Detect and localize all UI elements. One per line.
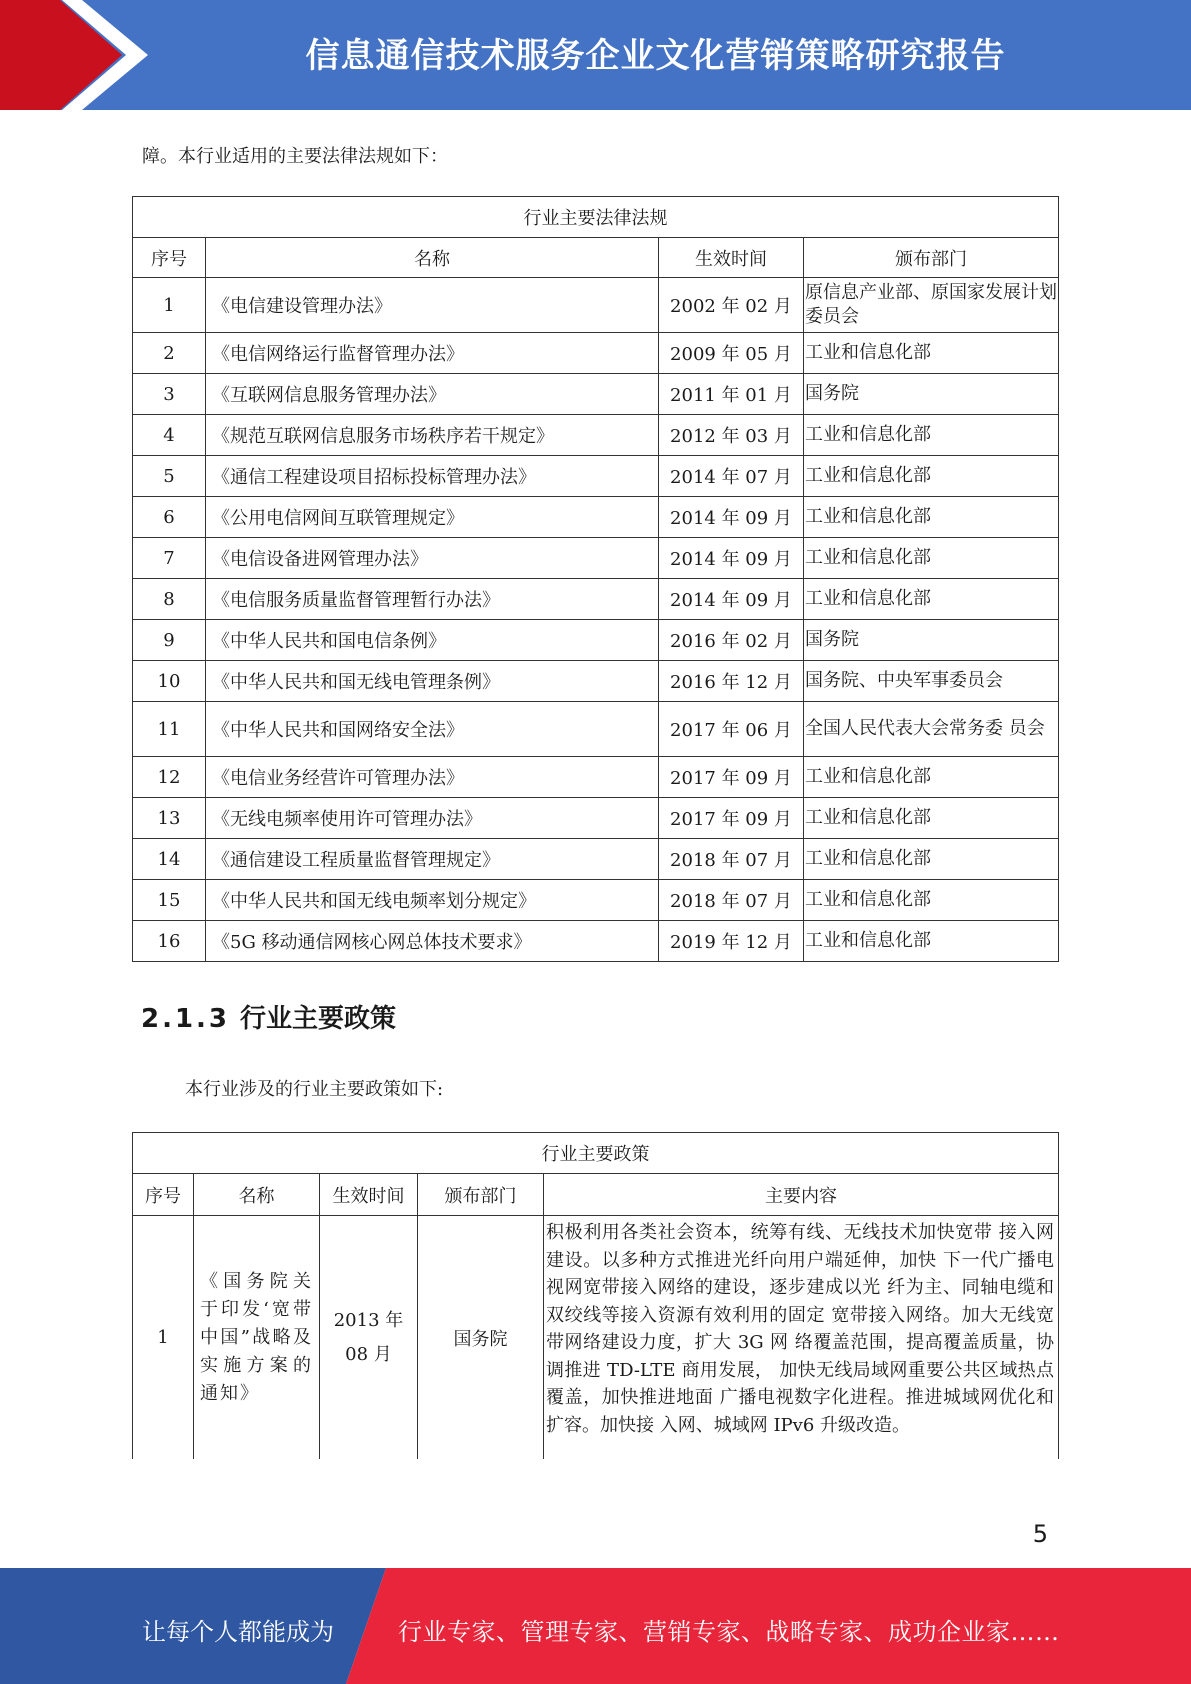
law-dept: 工业和信息化部 [804,415,1059,456]
law-no: 9 [133,620,206,661]
law-no: 14 [133,839,206,880]
law-date: 2018 年 07 月 [659,839,804,880]
footer-slogan-right: 行业专家、管理专家、营销专家、战略专家、成功企业家…… [398,1618,1060,1646]
law-no: 7 [133,538,206,579]
laws-col-date: 生效时间 [659,238,804,278]
law-no: 11 [133,702,206,757]
law-date: 2017 年 09 月 [659,757,804,798]
table-row [133,839,1059,880]
table-row [133,415,1059,456]
table-row [133,757,1059,798]
law-no: 10 [133,661,206,702]
law-no: 3 [133,374,206,415]
law-name: 《5G 移动通信网核心网总体技术要求》 [206,921,659,962]
law-name: 《无线电频率使用许可管理办法》 [206,798,659,839]
law-dept: 工业和信息化部 [804,757,1059,798]
law-dept: 国务院 [804,374,1059,415]
policy-table-title: 行业主要政策 [133,1133,1059,1174]
laws-col-no: 序号 [133,238,206,278]
laws-col-name: 名称 [206,238,659,278]
law-dept: 工业和信息化部 [804,880,1059,921]
law-dept: 国务院 [804,620,1059,661]
law-dept: 全国人民代表大会常务委 员会 [804,702,1059,757]
policy-col-dept: 颁布部门 [418,1174,544,1216]
law-name: 《中华人民共和国无线电管理条例》 [206,661,659,702]
law-dept: 工业和信息化部 [804,497,1059,538]
law-name: 《电信设备进网管理办法》 [206,538,659,579]
table-row [133,579,1059,620]
laws-col-dept: 颁布部门 [804,238,1059,278]
law-date: 2016 年 12 月 [659,661,804,702]
law-name: 《电信服务质量监督管理暂行办法》 [206,579,659,620]
law-name: 《电信业务经营许可管理办法》 [206,757,659,798]
policy-name: 《国务院关于印发‘宽带中国”战略及实施方案的通知》 [194,1216,320,1460]
policy-no: 1 [133,1216,194,1460]
intro-paragraph: 障。本行业适用的主要法律法规如下： [142,146,448,167]
table-row [133,798,1059,839]
law-date: 2012 年 03 月 [659,415,804,456]
policy-content: 积极利用各类社会资本，统筹有线、无线技术加快宽带 接入网建设。以多种方式推进光纤向用户端延伸，加快 下一代广播电视网宽带接入网络的建设，逐步建成以光 纤为主、同轴电缆和双绞线等接入资源有效利用的固定 宽带接入网络。加大无线宽带网络建设力度，扩大 3G 网 络覆盖范围，提高覆盖质量，协调推进 TD-LTE 商用发展， 加快无线局域网重要公共区域热点覆盖，加快推进地面 广播电视数字化进程。推进城域网优化和扩容。加快接 入网、城域网 IPv6 升级改造。 [544,1216,1059,1460]
table-row [133,1216,1059,1460]
law-dept: 工业和信息化部 [804,333,1059,374]
law-dept: 工业和信息化部 [804,839,1059,880]
law-date: 2019 年 12 月 [659,921,804,962]
header-arrow-decoration [0,0,160,110]
report-title: 信息通信技术服务企业文化营销策略研究报告 [305,36,1006,76]
table-row [133,538,1059,579]
law-no: 16 [133,921,206,962]
table-row [133,620,1059,661]
policy-dept: 国务院 [418,1216,544,1460]
section-title: 行业主要政策 [240,1004,397,1034]
law-no: 6 [133,497,206,538]
table-row [133,661,1059,702]
law-date: 2014 年 09 月 [659,538,804,579]
law-date: 2017 年 09 月 [659,798,804,839]
law-date: 2011 年 01 月 [659,374,804,415]
law-dept: 原信息产业部、原国家发展计划委员会 [804,278,1059,333]
law-no: 5 [133,456,206,497]
law-dept: 工业和信息化部 [804,456,1059,497]
policy-col-date: 生效时间 [320,1174,418,1216]
law-date: 2016 年 02 月 [659,620,804,661]
law-name: 《电信建设管理办法》 [206,278,659,333]
law-name: 《电信网络运行监督管理办法》 [206,333,659,374]
laws-table [132,196,1059,962]
page-footer [0,1568,1191,1684]
table-row [133,880,1059,921]
law-date: 2018 年 07 月 [659,880,804,921]
footer-slogan-left: 让每个人都能成为 [142,1618,334,1646]
policy-table [132,1132,1059,1459]
law-name: 《中华人民共和国无线电频率划分规定》 [206,880,659,921]
laws-table-title: 行业主要法律法规 [133,197,1059,238]
law-date: 2014 年 07 月 [659,456,804,497]
law-name: 《互联网信息服务管理办法》 [206,374,659,415]
law-date: 2002 年 02 月 [659,278,804,333]
law-name: 《通信工程建设项目招标投标管理办法》 [206,456,659,497]
law-name: 《规范互联网信息服务市场秩序若干规定》 [206,415,659,456]
section-number: 2.1.3 [141,1004,231,1034]
law-name: 《中华人民共和国电信条例》 [206,620,659,661]
table-row [133,702,1059,757]
policy-col-content: 主要内容 [544,1174,1059,1216]
page-header [0,0,1191,110]
law-dept: 工业和信息化部 [804,579,1059,620]
law-name: 《通信建设工程质量监督管理规定》 [206,839,659,880]
policy-date: 2013 年 08 月 [320,1216,418,1460]
law-dept: 工业和信息化部 [804,921,1059,962]
law-no: 15 [133,880,206,921]
law-no: 4 [133,415,206,456]
policy-col-name: 名称 [194,1174,320,1216]
table-row [133,921,1059,962]
table-row [133,456,1059,497]
law-date: 2014 年 09 月 [659,579,804,620]
table-row [133,497,1059,538]
law-name: 《公用电信网间互联管理规定》 [206,497,659,538]
law-dept: 工业和信息化部 [804,538,1059,579]
law-date: 2009 年 05 月 [659,333,804,374]
law-dept: 工业和信息化部 [804,798,1059,839]
law-no: 2 [133,333,206,374]
table-row [133,333,1059,374]
law-dept: 国务院、中央军事委员会 [804,661,1059,702]
law-date: 2017 年 06 月 [659,702,804,757]
table-row [133,374,1059,415]
page-number: 5 [1032,1520,1048,1548]
law-no: 12 [133,757,206,798]
table-row [133,278,1059,333]
law-name: 《中华人民共和国网络安全法》 [206,702,659,757]
law-no: 13 [133,798,206,839]
section-lead-paragraph: 本行业涉及的行业主要政策如下: [185,1079,444,1100]
law-date: 2014 年 09 月 [659,497,804,538]
law-no: 1 [133,278,206,333]
law-no: 8 [133,579,206,620]
policy-col-no: 序号 [133,1174,194,1216]
section-heading [141,998,396,1035]
